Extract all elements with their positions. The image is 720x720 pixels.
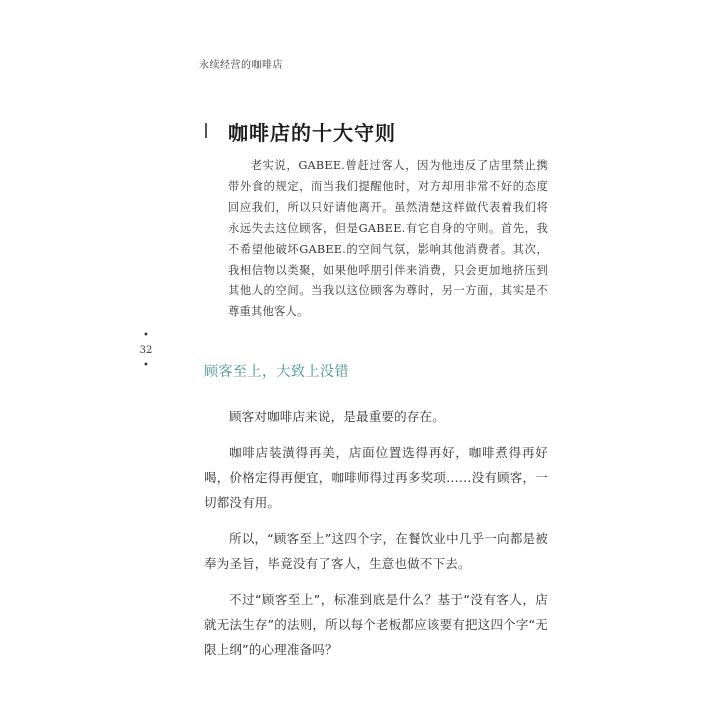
body-paragraph: 所以，“顾客至上”这四个字，在餐饮业中几乎一向都是被奉为圣旨，毕竟没有了客人，生意也做不下去。 (204, 531, 548, 571)
section-title: 顾客至上，大致上没错 (204, 364, 349, 380)
quote-block: 老实说，GABEE.曾赶过客人，因为他违反了店里禁止携带外食的规定，而当我们提醒他时，对方却用非常不好的态度回应我们，所以只好请他离开。虽然清楚这样做代表着我们将永远失去这位顾客，但是GABEE.有它自身的守则。首先，我不希望他破坏GABEE.的空间气氛，影响其他消费者。其次，我相信物以类聚，如果他呼朋引伴来消费，只会更加地挤压到其他人的空间。当我以这位顾客为尊时，另一方面，其实是不尊重其他客人。 (228, 159, 548, 319)
body-paragraph: 顾客对咖啡店来说，是最重要的存在。 (229, 409, 445, 424)
title-bar-decoration (205, 123, 207, 138)
chapter-title: 咖啡店的十大守则 (228, 121, 396, 145)
page-number (131, 329, 161, 373)
body-paragraph: 咖啡店装潢得再美，店面位置选得再好，咖啡煮得再好喝，价格定得再便宜，咖啡师得过再多奖项……没有顾客，一切都没有用。 (204, 445, 548, 510)
page-number-value: 32 (139, 345, 153, 356)
page-number-dot-top: • (143, 330, 149, 341)
body-text (204, 404, 548, 673)
running-header: 永续经营的咖啡店 (199, 60, 283, 71)
page-number-dot-bottom: • (143, 360, 149, 371)
body-paragraph: 不过“顾客至上”，标准到底是什么？基于“没有客人，店就无法生存”的法则，所以每个老板都应该要有把这四个字“无限上纲”的心理准备吗？ (204, 592, 548, 657)
